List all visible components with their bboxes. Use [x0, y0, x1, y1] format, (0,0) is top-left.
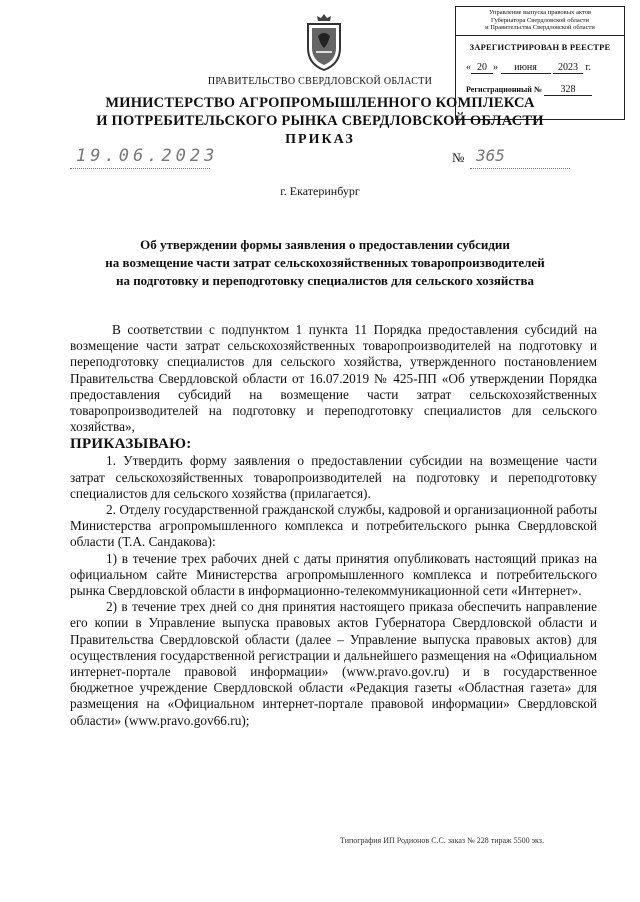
- ministry-name-line: МИНИСТЕРСТВО АГРОПРОМЫШЛЕННОГО КОМПЛЕКСА: [105, 95, 535, 111]
- item-1-paragraph: 1. Утвердить форму заявления о предоставлении субсидии на возмещение части затрат сельскохозяйственных товаропроизводителей на подготовку и переподготовку специалистов для сельского хозяйства (прилагается).: [70, 453, 597, 501]
- stamp-month: июня: [501, 62, 551, 74]
- stamp-header: [456, 7, 624, 36]
- stamp-reg-label: Регистрационный №: [466, 84, 542, 94]
- stamp-date: [456, 62, 624, 74]
- item-2-2-paragraph: 2) в течение трех дней со дня принятия настоящего приказа обеспечить направление его копии в Управление выпуска правовых актов Губернатора Свердловской области и Правительства Свердловской области (далее – Управление выпуска правовых актов) для осуществления государственной регистрации и дальнейшего размещения на «Официальном интернет-портале правовой информации» (www.pravo.gov.ru) и в государственное бюджетное учреждение Свердловской области «Редакция газеты «Областная газета» для размещения на «Официальном интернет-портале правовой информации» Свердловской области» (www.pravo.gov66.ru);: [70, 599, 597, 728]
- number-label: №: [452, 150, 465, 165]
- ministry-name-line: И ПОТРЕБИТЕЛЬСКОГО РЫНКА СВЕРДЛОВСКОЙ ОБЛАСТИ: [96, 113, 544, 129]
- handwritten-number: 365: [476, 146, 505, 165]
- document-body: [70, 322, 597, 729]
- order-word: ПРИКАЗЫВАЮ:: [70, 436, 192, 453]
- stamp-header-line: Губернатора Свердловской области: [490, 16, 590, 24]
- handwritten-date: 19.06.2023: [76, 146, 219, 166]
- number-underline: [470, 168, 570, 169]
- ministry-name: [80, 94, 560, 130]
- stamp-date-close: »: [493, 61, 498, 73]
- government-name: ПРАВИТЕЛЬСТВО СВЕРДЛОВСКОЙ ОБЛАСТИ: [207, 76, 433, 87]
- title-line: на возмещение части затрат сельскохозяйственных товаропроизводителей: [105, 255, 545, 270]
- order-label: заказ №: [447, 836, 475, 845]
- document-title: [70, 236, 580, 290]
- stamp-header-line: и Правительства Свердловской области: [485, 24, 595, 31]
- title-line: на подготовку и переподготовку специалистов для сельского хозяйства: [115, 273, 535, 288]
- document-type: ПРИКАЗ: [285, 132, 355, 147]
- stamp-day: 20: [471, 62, 493, 74]
- stamp-header-line: Управление выпуска правовых актов: [488, 9, 592, 16]
- printer-name: Типография ИП Родионов С.С.: [340, 836, 446, 845]
- coat-of-arms-icon: [302, 12, 346, 74]
- stamp-date-open: «: [466, 61, 471, 73]
- print-run: тираж 5500 экз.: [490, 836, 544, 845]
- city: г. Екатеринбург: [280, 184, 360, 198]
- stamp-registered-label: ЗАРЕГИСТРИРОВАН В РЕЕСТРЕ: [469, 41, 611, 52]
- printer-footer: [340, 836, 544, 845]
- stamp-year-suffix: г.: [585, 61, 591, 73]
- preamble-paragraph: В соответствии с подпунктом 1 пункта 11 Порядка предоставления субсидий на возмещение части затрат сельскохозяйственных товаропроизводителей на подготовку и переподготовку специалистов для сельского хозяйства, утвержденного постановлением Правительства Свердловской области от 16.07.2019 № 425-ПП «Об утверждении Порядка предоставления субсидий на возмещение части затрат сельскохозяйственных товаропроизводителей на подготовку и переподготовку специалистов для сельского хозяйства»,: [70, 322, 597, 435]
- order-number: 228: [476, 836, 489, 845]
- item-2-1-paragraph: 1) в течение трех рабочих дней с даты принятия опубликовать настоящий приказ на официальном сайте Министерства агропромышленного комплекса и потребительского рынка Свердловской области в информационно-телекоммуникационной сети «Интернет».: [70, 550, 597, 599]
- stamp-year: 2023: [553, 62, 583, 74]
- title-line: Об утверждении формы заявления о предоставлении субсидии: [140, 237, 510, 252]
- item-2-paragraph: 2. Отделу государственной гражданской службы, кадровой и организационной работы Министерства агропромышленного комплекса и потребительского рынка Свердловской области (Т.А. Сандакова):: [70, 502, 597, 550]
- date-underline: [70, 168, 210, 169]
- stamp-reg-value: 328: [544, 84, 592, 96]
